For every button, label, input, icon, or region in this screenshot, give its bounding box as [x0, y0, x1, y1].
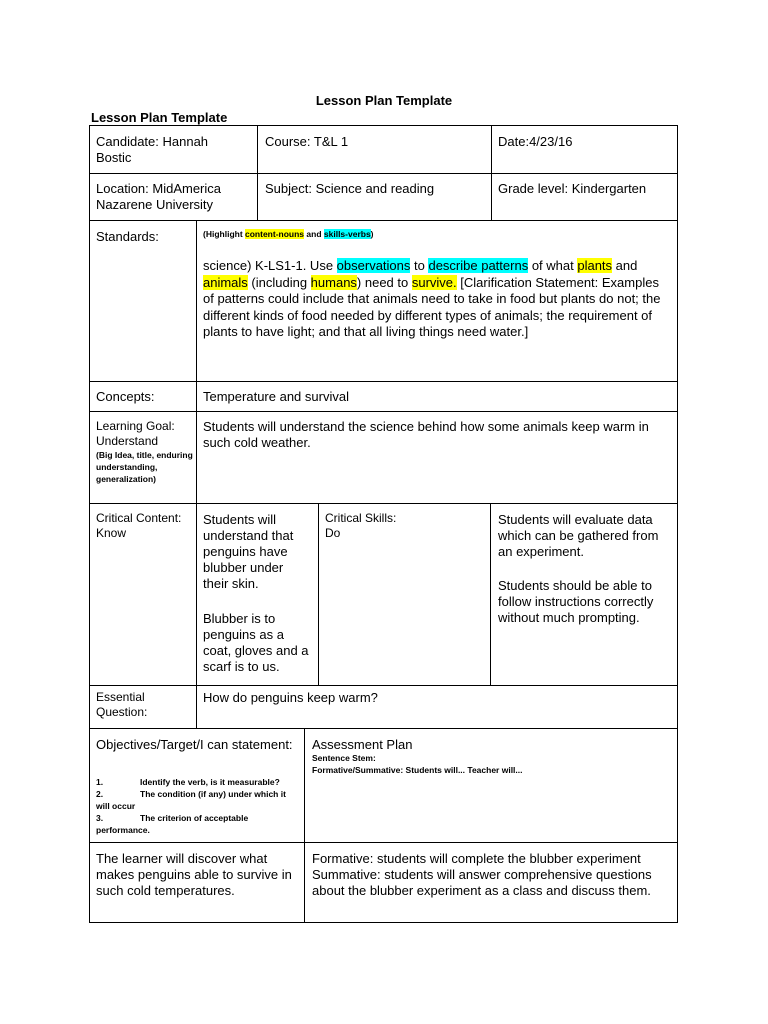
- template-heading: Lesson Plan Template: [91, 110, 228, 125]
- learner-statement: The learner will discover what makes penguins able to survive in such cold temperatures.: [96, 851, 292, 898]
- objective-item: 3. The criterion of acceptable performance.: [96, 813, 249, 835]
- critical-content-p2: Blubber is to penguins as a coat, gloves and a scarf is to us.: [203, 611, 309, 674]
- document-title: Lesson Plan Template: [315, 93, 453, 108]
- objectives-list: [96, 776, 298, 836]
- formative-text: Formative: students will complete the blubber experiment: [312, 851, 641, 866]
- learning-goal-label: Learning Goal: Understand: [96, 419, 175, 448]
- critical-skills-p2: Students should be able to follow instructions correctly without much prompting.: [498, 578, 654, 625]
- essential-value: How do penguins keep warm?: [203, 690, 378, 705]
- learning-goal-sub: (Big Idea, title, enduring understanding, generalization): [96, 450, 193, 484]
- critical-skills-p1: Students will evaluate data which can be gathered from an experiment.: [498, 512, 659, 559]
- subject-cell: Subject: Science and reading: [265, 181, 435, 196]
- grade-level-cell: Grade level: Kindergarten: [498, 181, 647, 196]
- formative-summative: Formative/Summative: Students will... Teacher will...: [312, 765, 523, 775]
- essential-label: Essential Question:: [96, 690, 148, 719]
- critical-content-label: Critical Content: Know: [96, 511, 182, 540]
- learning-goal-value: Students will understand the science behind how some animals keep warm in such cold weather.: [203, 419, 649, 450]
- highlight-note: (Highlight content-nouns and skills-verbs): [203, 229, 374, 239]
- course-cell: Course: T&L 1: [265, 134, 349, 149]
- location-cell: Location: MidAmerica Nazarene University: [96, 181, 221, 212]
- objectives-label: Objectives/Target/I can statement:: [96, 737, 293, 752]
- date-cell: Date:4/23/16: [498, 134, 573, 149]
- objective-item: 2. The condition (if any) under which it will occur: [96, 789, 286, 811]
- concepts-label: Concepts:: [96, 389, 155, 404]
- critical-content-p1: Students will understand that penguins have blubber under their skin.: [203, 512, 294, 591]
- critical-skills-sub: Do: [325, 526, 341, 540]
- assessment-label: Assessment Plan: [312, 737, 413, 752]
- sentence-stem: Sentence Stem:: [312, 753, 376, 763]
- standards-text: science) K-LS1-1. Use observations to describe patterns of what plants and animals (including humans) need to survive. [Clarification Statement: Examples of patterns could include that animals need to take in food but plants do not; the different kinds of food needed by different types of animals; the requirement of plants to have light; and that all living things need water.]: [203, 258, 661, 339]
- candidate-cell: Candidate: Hannah Bostic: [96, 134, 209, 165]
- summative-text: Summative: students will answer comprehensive questions about the blubber experiment as a class and discuss them.: [312, 867, 652, 898]
- objective-item: 1. Identify the verb, is it measurable?: [96, 777, 280, 787]
- concepts-value: Temperature and survival: [203, 389, 349, 404]
- critical-skills-label: Critical Skills:: [325, 511, 397, 525]
- standards-label: Standards:: [96, 229, 159, 244]
